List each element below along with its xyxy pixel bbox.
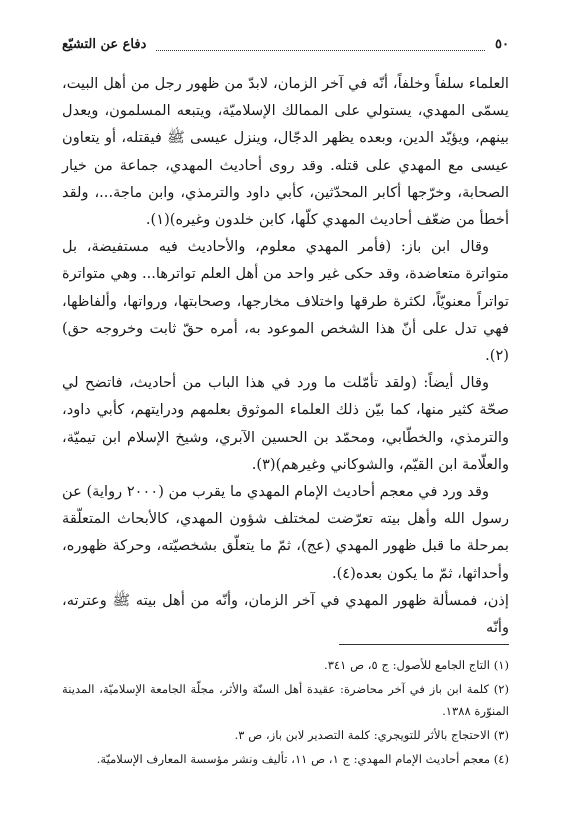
page-header xyxy=(62,34,509,56)
running-title: دفاع عن التشيّع xyxy=(62,37,147,52)
header-dotted-leader xyxy=(156,40,485,51)
footnote: (٤) معجم أحاديث الإمام المهدي: ج ١، ص ١١، تأليف ونشر مؤسسة المعارف الإسلاميّة. xyxy=(96,752,509,766)
main-text xyxy=(62,70,509,641)
footnote: (٢) كلمة ابن باز في آخر محاضرة: عقيدة أهل السنّة والأثر، مجلّة الجامعة الإسلاميّة، المدينة المنوّرة ١٣٨٨. xyxy=(62,682,509,718)
footnotes xyxy=(62,654,509,772)
footnote: (٣) الاحتجاج بالأثر للتويجري: كلمة التصدير لابن باز، ص ٣. xyxy=(234,728,509,742)
paragraph: العلماء سلفاً وخلفاً، أنّه في آخر الزمان، لابدّ من ظهور رجل من أهل البيت، يسمّى المهدي، يستولي على الممالك الإسلاميّة، ويتبعه المسلمون، ويعدل بينهم، ويؤيّد الدين، وبعده يظهر الدجّال، وينزل عيسى ﷺ فيقتله، أو يتعاون عيسى مع المهدي على قتله. وقد روى أحاديث المهدي، جماعة من خيار الصحابة، وخرّجها أكابر المحدّثين، كأبي داود والترمذي، وابن ماجة...، ولقد أخطأ من ضعّف أحاديث المهدي كلّها، كابن خلدون وغيره)(١). xyxy=(62,75,509,229)
paragraph: وقال أيضاً: (ولقد تأمّلت ما ورد في هذا الباب من أحاديث، فاتضح لي صحّة كثير منها، كما بيّن ذلك العلماء الموثوق بعلمهم ودرايتهم، كأبي داود، والترمذي، والخطّابي، ومحمّد بن الحسين الآبري، وشيخ الإسلام ابن تيميّة، والعلّامة ابن القيّم، والشوكاني وغيرهم)(٣). xyxy=(62,374,509,473)
paragraph: إذن، فمسألة ظهور المهدي في آخر الزمان، وأنّه من أهل بيته ﷺ وعترته، وأنّه xyxy=(62,591,509,637)
footnote: (١) التاج الجامع للأصول: ج ٥، ص ٣٤١. xyxy=(324,658,509,672)
paragraph: وقال ابن باز: (فأمر المهدي معلوم، والأحاديث فيه مستفيضة، بل متواترة متعاضدة، وقد حكى غير واحد من أهل العلم تواترها... وهي متواترة تواتراً معنويّاً، لكثرة طرقها واختلاف مخارجها، وصحابتها، ورواتها، وألفاظها، فهي تدل على أنّ هذا الشخص الموعود به، أمره حقّ ثابت وخروجه حق)(٢). xyxy=(62,238,509,365)
page-number: ٥٠ xyxy=(495,37,509,52)
footnote-separator xyxy=(339,644,509,645)
paragraph: وقد ورد في معجم أحاديث الإمام المهدي ما يقرب من (٢٠٠٠ رواية) عن رسول الله وأهل بيته تعرّضت لمختلف شؤون المهدي، كالأبحاث المتعلّقة بمرحلة ما قبل ظهور المهدي (عج)، ثمّ ما يتعلّق بشخصيّته، وحركة ظهوره، وأحداثها، ثمّ ما يكون بعده(٤). xyxy=(62,483,509,582)
